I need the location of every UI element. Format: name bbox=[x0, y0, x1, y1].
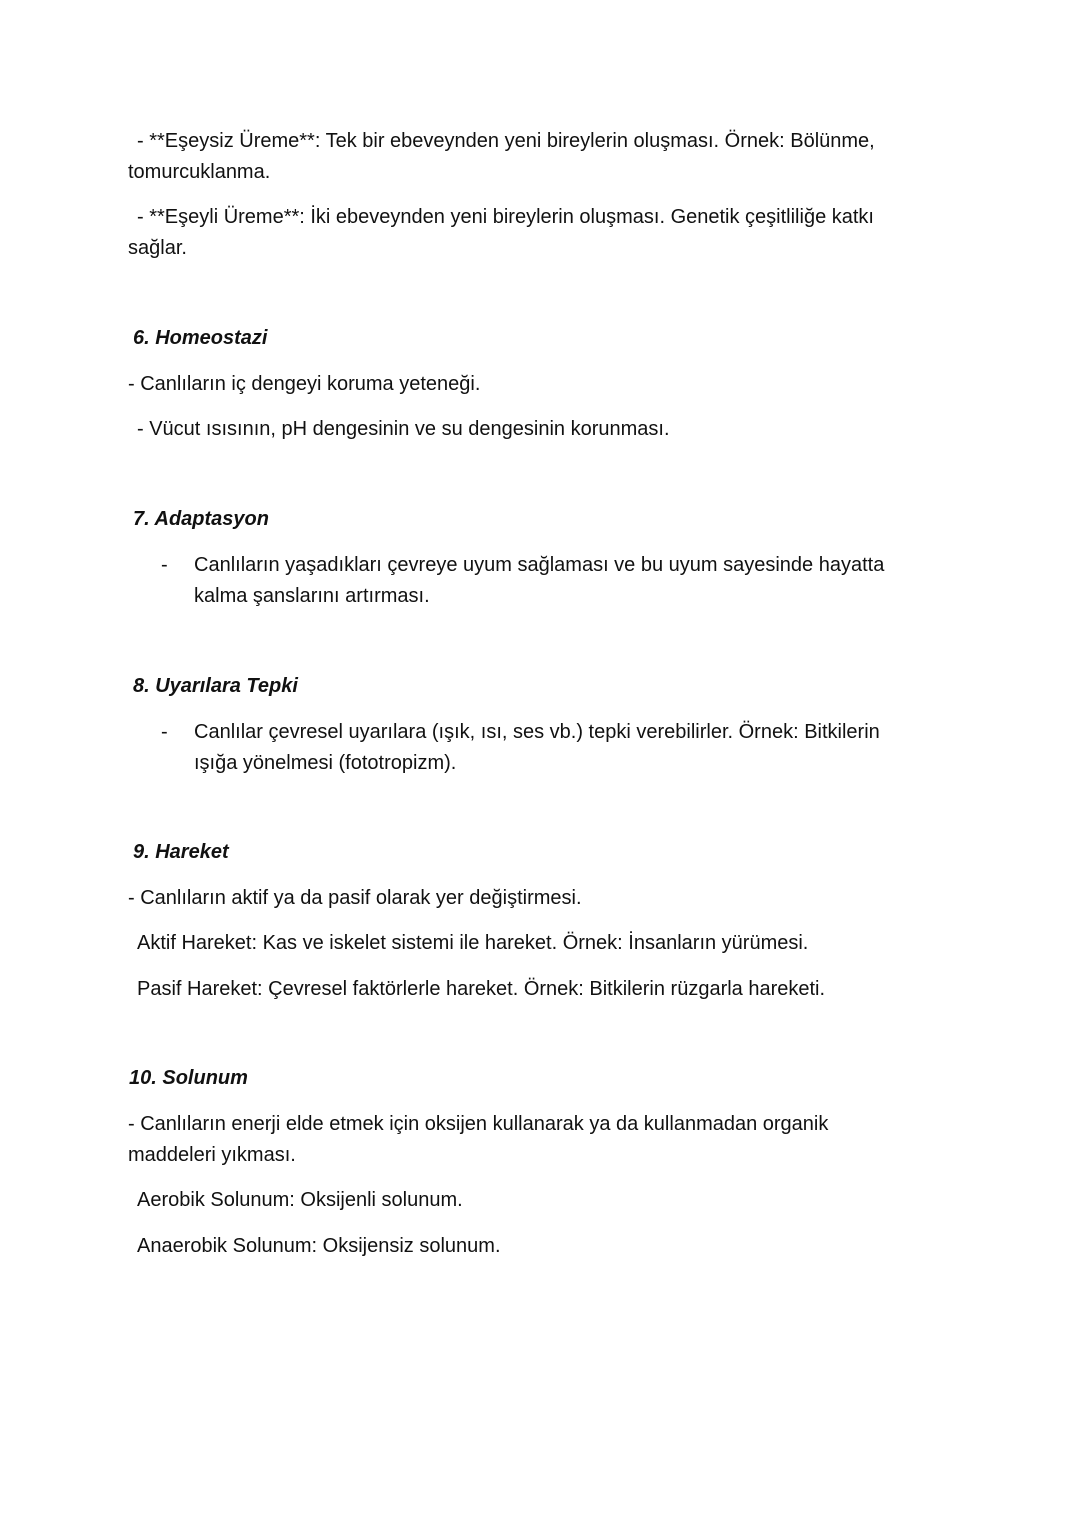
movement-line-1: - Canlıların aktif ya da pasif olarak yer değiştirmesi. bbox=[128, 887, 582, 909]
sexual-reproduction-text: - **Eşeyli Üreme**: İki ebeveynden yeni bireylerin oluşması. Genetik çeşitliliğe katkı sağlar. bbox=[128, 206, 874, 259]
respiration-line-2: Aerobik Solunum: Oksijenli solunum. bbox=[137, 1189, 463, 1211]
heading-stimuli: 8. Uyarılara Tepki bbox=[133, 675, 298, 697]
bullet-dash: - bbox=[161, 554, 168, 576]
movement-line-3: Pasif Hareket: Çevresel faktörlerle hareket. Örnek: Bitkilerin rüzgarla hareketi. bbox=[137, 978, 826, 1000]
homeostasis-line-2: - Vücut ısısının, pH dengesinin ve su dengesinin korunması. bbox=[137, 418, 670, 440]
heading-adaptation: 7. Adaptasyon bbox=[133, 508, 269, 530]
heading-homeostasis: 6. Homeostazi bbox=[133, 327, 268, 349]
respiration-line-3: Anaerobik Solunum: Oksijensiz solunum. bbox=[137, 1235, 501, 1257]
bullet-dash: - bbox=[161, 721, 168, 743]
asexual-reproduction-text: - **Eşeysiz Üreme**: Tek bir ebeveynden yeni bireylerin oluşması. Örnek: Bölünme, tomurcuklanma. bbox=[128, 130, 875, 183]
adaptation-bullet bbox=[161, 550, 921, 612]
heading-respiration: 10. Solunum bbox=[129, 1067, 248, 1089]
adaptation-bullet-text: Canlıların yaşadıkları çevreye uyum sağlaması ve bu uyum sayesinde hayatta kalma şanslarını artırması. bbox=[194, 554, 885, 607]
stimuli-bullet-text: Canlılar çevresel uyarılara (ışık, ısı, ses vb.) tepki verebilirler. Örnek: Bitkilerin ışığa yönelmesi (fototropizm). bbox=[194, 721, 880, 774]
heading-movement: 9. Hareket bbox=[133, 841, 229, 863]
respiration-line-1: - Canlıların enerji elde etmek için oksijen kullanarak ya da kullanmadan organik maddeleri yıkması. bbox=[128, 1113, 829, 1166]
stimuli-bullet bbox=[161, 717, 921, 779]
movement-line-2: Aktif Hareket: Kas ve iskelet sistemi ile hareket. Örnek: İnsanların yürümesi. bbox=[137, 932, 809, 954]
homeostasis-line-1: - Canlıların iç dengeyi koruma yeteneği. bbox=[128, 373, 481, 395]
